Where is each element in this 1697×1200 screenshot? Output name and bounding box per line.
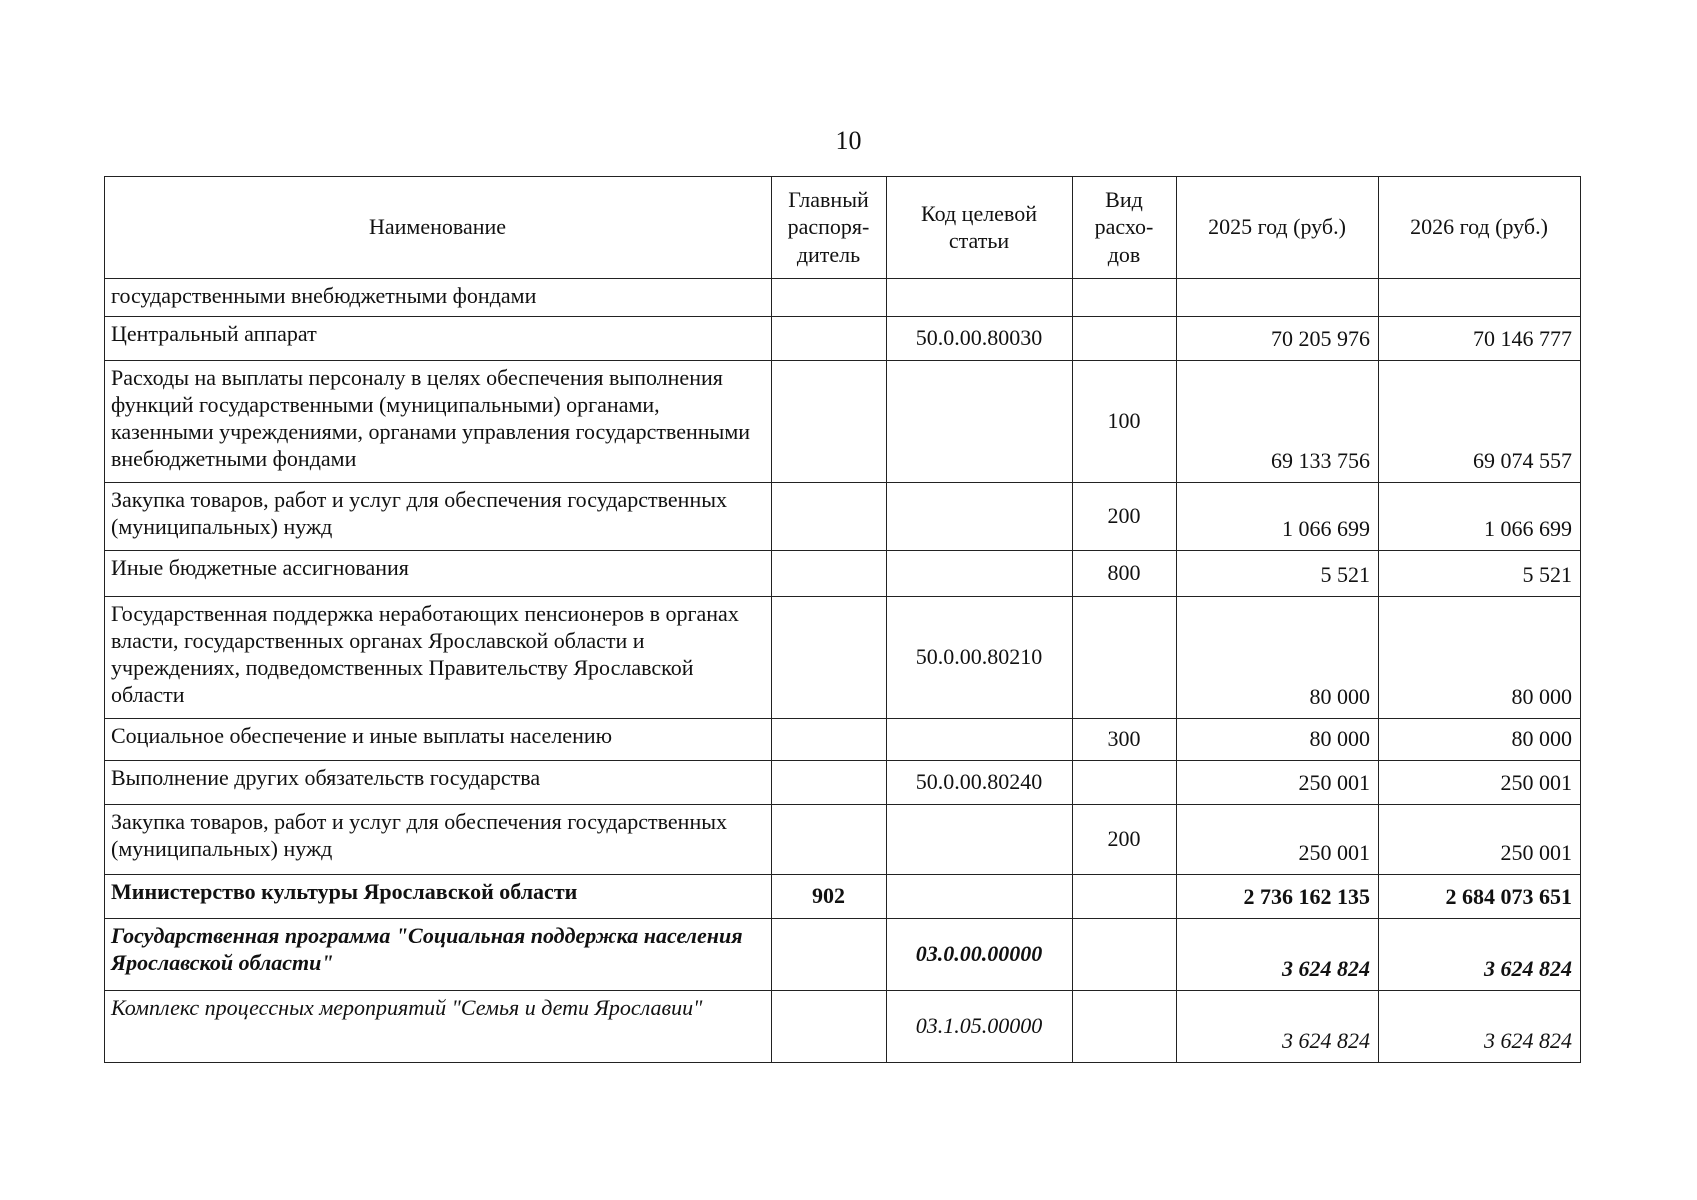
row-name: Государственная поддержка неработающих пенсионеров в органах власти, государственных органах Ярославской области и учреждениях, подведомственных Правительству Ярославской области [105,597,772,719]
row-name: Закупка товаров, работ и услуг для обеспечения государственных (муниципальных) нужд [105,483,772,551]
row-target-code [887,551,1073,597]
row-amount-2025: 3 624 824 [1177,919,1379,991]
row-main-manager [772,919,887,991]
row-target-code: 50.0.00.80030 [887,317,1073,361]
table-row [105,317,1581,361]
header-main-manager: Главный распоря-дитель [772,177,887,279]
table-row [105,361,1581,483]
row-main-manager [772,761,887,805]
page-number: 10 [835,126,862,155]
row-amount-2026: 2 684 073 651 [1379,875,1581,919]
row-name: Государственная программа "Социальная поддержка населения Ярославской области" [105,919,772,991]
header-year-2026: 2026 год (руб.) [1379,177,1581,279]
row-target-code: 03.0.00.00000 [887,919,1073,991]
row-amount-2026: 250 001 [1379,805,1581,875]
row-name: Центральный аппарат [105,317,772,361]
row-main-manager [772,551,887,597]
row-expense-type: 200 [1073,483,1177,551]
table-row [105,719,1581,761]
row-name: Расходы на выплаты персоналу в целях обеспечения выполнения функций государственными (муниципальными) органами, казенными учреждениями, органами управления государственными внебюджетными фондами [105,361,772,483]
row-expense-type [1073,597,1177,719]
table-row [105,761,1581,805]
row-amount-2025: 3 624 824 [1177,991,1379,1063]
row-amount-2026: 250 001 [1379,761,1581,805]
row-expense-type: 800 [1073,551,1177,597]
table-row [105,919,1581,991]
row-main-manager [772,361,887,483]
row-target-code [887,483,1073,551]
table-row [105,551,1581,597]
row-main-manager [772,279,887,317]
row-main-manager [772,483,887,551]
row-name: Выполнение других обязательств государства [105,761,772,805]
table-row [105,483,1581,551]
table-row [105,991,1581,1063]
row-amount-2025: 69 133 756 [1177,361,1379,483]
row-expense-type [1073,279,1177,317]
row-amount-2026: 3 624 824 [1379,919,1581,991]
row-amount-2026 [1379,279,1581,317]
row-amount-2026: 80 000 [1379,719,1581,761]
table-row [105,279,1581,317]
table-header-row [105,177,1581,279]
table-row [105,875,1581,919]
row-target-code: 50.0.00.80240 [887,761,1073,805]
row-amount-2026: 1 066 699 [1379,483,1581,551]
row-target-code [887,805,1073,875]
row-amount-2025: 250 001 [1177,805,1379,875]
row-expense-type [1073,761,1177,805]
row-amount-2025: 5 521 [1177,551,1379,597]
row-main-manager [772,991,887,1063]
row-amount-2026: 3 624 824 [1379,991,1581,1063]
header-target-code: Код целевой статьи [887,177,1073,279]
row-target-code: 50.0.00.80210 [887,597,1073,719]
table-row [105,597,1581,719]
table-row [105,805,1581,875]
row-expense-type [1073,317,1177,361]
row-expense-type: 300 [1073,719,1177,761]
row-main-manager [772,805,887,875]
row-expense-type [1073,991,1177,1063]
row-amount-2025: 70 205 976 [1177,317,1379,361]
row-name: Социальное обеспечение и иные выплаты населению [105,719,772,761]
budget-table [104,176,1581,1063]
row-amount-2025: 2 736 162 135 [1177,875,1379,919]
row-amount-2025 [1177,279,1379,317]
row-main-manager: 902 [772,875,887,919]
row-amount-2025: 250 001 [1177,761,1379,805]
row-amount-2025: 80 000 [1177,597,1379,719]
row-amount-2025: 1 066 699 [1177,483,1379,551]
row-name: Министерство культуры Ярославской области [105,875,772,919]
row-amount-2026: 70 146 777 [1379,317,1581,361]
row-amount-2026: 80 000 [1379,597,1581,719]
row-name: Закупка товаров, работ и услуг для обеспечения государственных (муниципальных) нужд [105,805,772,875]
header-name: Наименование [105,177,772,279]
row-name: Комплекс процессных мероприятий "Семья и дети Ярославии" [105,991,772,1063]
row-target-code [887,719,1073,761]
row-expense-type: 200 [1073,805,1177,875]
row-main-manager [772,317,887,361]
row-expense-type [1073,919,1177,991]
row-target-code [887,875,1073,919]
row-name: государственными внебюджетными фондами [105,279,772,317]
row-target-code [887,361,1073,483]
row-main-manager [772,597,887,719]
row-amount-2026: 5 521 [1379,551,1581,597]
row-target-code: 03.1.05.00000 [887,991,1073,1063]
row-target-code [887,279,1073,317]
header-expense-type: Вид расхо-дов [1073,177,1177,279]
row-name: Иные бюджетные ассигнования [105,551,772,597]
row-main-manager [772,719,887,761]
row-amount-2026: 69 074 557 [1379,361,1581,483]
row-expense-type: 100 [1073,361,1177,483]
row-amount-2025: 80 000 [1177,719,1379,761]
row-expense-type [1073,875,1177,919]
header-year-2025: 2025 год (руб.) [1177,177,1379,279]
